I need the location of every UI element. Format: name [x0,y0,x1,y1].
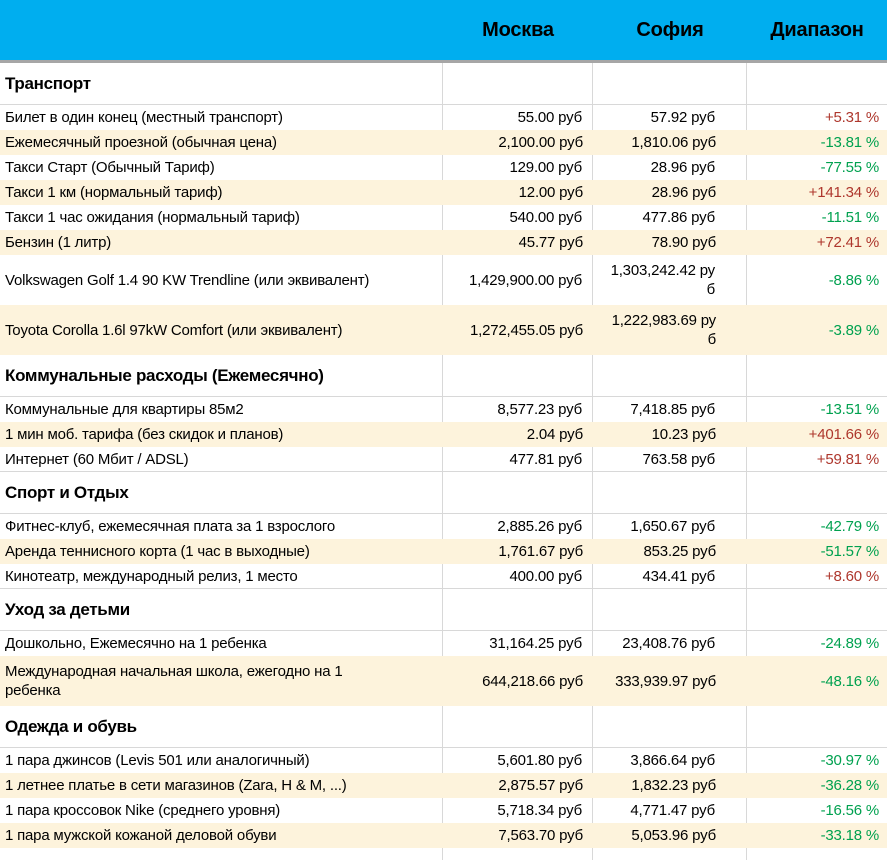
item-cell [0,773,443,798]
diff-percent: +141.34 % [808,184,879,201]
section-row [0,355,887,397]
sofia-value-cell [593,564,747,588]
sofia-value-cell [593,539,747,564]
sofia-empty-cell [593,706,747,747]
sofia-empty-cell [593,63,747,104]
item-cell [0,539,443,564]
item-cell [0,656,443,706]
moscow-value: 400.00 руб [509,567,582,585]
row-label: Билет в один конец (местный транспорт) [5,109,283,126]
moscow-value-cell [443,105,593,130]
range-value-cell [747,564,887,588]
section-title-cell [0,472,443,513]
moscow-value: 2,885.26 руб [497,518,582,535]
section-title-cell [0,355,443,396]
moscow-value-cell [443,514,593,539]
moscow-value-cell [443,773,593,798]
row-label: Ежемесячный проезной (обычная цена) [5,134,277,151]
range-value-cell [747,539,887,564]
table-row [0,748,887,773]
column-header-moscow: Москва [482,18,554,41]
section-title-cell [0,63,443,104]
section-row [0,472,887,514]
sofia-value: 28.96 руб [650,159,715,176]
range-value-cell [747,230,887,255]
sofia-value: 10.23 руб [651,426,716,443]
sofia-value: 763.58 руб [642,450,715,468]
moscow-value: 55.00 руб [517,109,582,126]
table-row [0,798,887,823]
moscow-value: 644,218.66 руб [482,672,583,690]
sofia-value-cell [593,748,747,773]
row-label: 1 пара мужской кожаной деловой обуви [5,827,277,844]
sofia-value: 434.41 руб [642,567,715,585]
sofia-value-cell [593,205,747,230]
row-label: Кинотеатр, международный релиз, 1 место [5,567,298,585]
diff-percent: +72.41 % [816,234,879,251]
table-row [0,564,887,589]
row-label: Фитнес-клуб, ежемесячная плата за 1 взрослого [5,518,336,535]
table-row [0,305,887,355]
row-label: Такси 1 км (нормальный тариф) [5,184,223,201]
table-body [0,63,887,860]
moscow-value-cell [443,798,593,823]
diff-percent: -30.97 % [820,752,879,769]
moscow-value-cell [443,748,593,773]
column-header-sofia: София [636,18,704,41]
sofia-value-cell [593,656,747,706]
moscow-value-cell [443,447,593,471]
diff-percent: -33.18 % [820,827,879,844]
range-value-cell [747,155,887,180]
item-cell [0,564,443,588]
moscow-value-cell [443,631,593,656]
item-cell [0,798,443,823]
diff-percent: -24.89 % [820,635,879,652]
moscow-value-cell [443,155,593,180]
item-cell [0,631,443,656]
item-cell [0,255,443,305]
moscow-empty-cell [443,355,593,396]
item-empty-cell [0,848,443,860]
row-label: Такси Старт (Обычный Тариф) [5,159,215,176]
column-header-range: Диапазон [770,18,864,41]
section-title: Уход за детьми [5,600,130,619]
table-row [0,656,887,706]
diff-percent: -3.89 % [828,321,879,339]
range-value-cell [747,305,887,355]
sofia-value-cell [593,514,747,539]
row-label: Toyota Corolla 1.6l 97kW Comfort (или эквивалент) [5,321,343,339]
section-title-cell [0,589,443,630]
moscow-value-cell [443,656,593,706]
range-empty-cell [747,355,887,396]
moscow-value-cell [443,564,593,588]
moscow-value-cell [443,255,593,305]
sofia-value-cell [593,422,747,447]
range-value-cell [747,180,887,205]
range-empty-cell [747,63,887,104]
moscow-value-cell [443,422,593,447]
range-value-cell [747,255,887,305]
sofia-empty-cell [593,848,747,860]
table-row [0,514,887,539]
section-title-cell [0,706,443,747]
sofia-value: 28.96 руб [651,184,716,201]
diff-percent: -48.16 % [820,672,879,690]
item-cell [0,422,443,447]
table-row [0,422,887,447]
item-cell [0,130,443,155]
sofia-value: 23,408.76 руб [622,635,715,652]
sofia-value: 5,053.96 руб [631,827,716,844]
table-row [0,230,887,255]
range-value-cell [747,422,887,447]
range-empty-cell [747,848,887,860]
sofia-value: 78.90 руб [651,234,716,251]
range-value-cell [747,656,887,706]
sofia-value-cell [593,105,747,130]
sofia-value: 853.25 руб [643,543,716,560]
table-row [0,823,887,848]
section-title: Одежда и обувь [5,717,137,736]
moscow-value-cell [443,539,593,564]
item-cell [0,823,443,848]
moscow-value: 2,875.57 руб [498,777,583,794]
diff-percent: +8.60 % [824,567,879,585]
moscow-value: 45.77 руб [518,234,583,251]
moscow-value: 477.81 руб [509,450,582,468]
sofia-value-cell [593,180,747,205]
sofia-value-cell [593,798,747,823]
range-empty-cell [747,589,887,630]
row-label: Дошкольно, Ежемесячно на 1 ребенка [5,635,267,652]
sofia-value-cell [593,305,747,355]
item-cell [0,514,443,539]
diff-percent: +401.66 % [808,426,879,443]
moscow-empty-cell [443,472,593,513]
sofia-value: 3,866.64 руб [630,752,715,769]
row-label: 1 пара кроссовок Nike (среднего уровня) [5,802,281,819]
item-cell [0,155,443,180]
moscow-value: 129.00 руб [509,159,582,176]
section-title: Транспорт [5,74,91,93]
diff-percent: -36.28 % [820,777,879,794]
diff-percent: -77.55 % [820,159,879,176]
table-row [0,155,887,180]
moscow-empty-cell [443,706,593,747]
sofia-value-cell [593,447,747,471]
section-row [0,706,887,748]
diff-percent: -16.56 % [820,802,879,819]
moscow-value: 2,100.00 руб [498,134,583,151]
moscow-value-cell [443,305,593,355]
range-value-cell [747,748,887,773]
range-value-cell [747,631,887,656]
sofia-value: 1,222,983.69 руб [611,312,716,348]
moscow-value: 5,601.80 руб [497,752,582,769]
moscow-value: 540.00 руб [509,209,582,226]
range-value-cell [747,798,887,823]
sofia-value-cell [593,255,747,305]
range-value-cell [747,447,887,471]
range-value-cell [747,205,887,230]
moscow-value: 2.04 руб [526,426,583,443]
sofia-value-cell [593,130,747,155]
row-label: Аренда теннисного корта (1 час в выходные) [5,543,310,560]
row-label: 1 пара джинсов (Levis 501 или аналогичный) [5,752,310,769]
moscow-value-cell [443,230,593,255]
range-value-cell [747,514,887,539]
table-row [0,130,887,155]
sofia-empty-cell [593,589,747,630]
table-row [0,180,887,205]
table-row [0,397,887,422]
table-row [0,105,887,130]
moscow-value: 5,718.34 руб [497,802,582,819]
moscow-value-cell [443,205,593,230]
sofia-value: 1,810.06 руб [631,134,716,151]
item-cell [0,205,443,230]
sofia-value: 1,832.23 руб [631,777,716,794]
sofia-value: 333,939.97 руб [615,672,716,690]
moscow-value: 1,429,900.00 руб [469,271,582,289]
moscow-value: 31,164.25 руб [489,635,582,652]
diff-percent: +59.81 % [816,450,879,468]
range-value-cell [747,397,887,422]
sofia-value: 477.86 руб [642,209,715,226]
diff-percent: -42.79 % [820,518,879,535]
sofia-value-cell [593,631,747,656]
item-cell [0,105,443,130]
table-header [0,0,887,63]
table-row [0,631,887,656]
range-value-cell [747,105,887,130]
section-row [0,63,887,105]
sofia-empty-cell [593,472,747,513]
sofia-value: 1,650.67 руб [630,518,715,535]
sofia-value-cell [593,230,747,255]
table-row [0,447,887,472]
diff-percent: +5.31 % [824,109,879,126]
table-row [0,773,887,798]
moscow-value: 12.00 руб [518,184,583,201]
row-label: Бензин (1 литр) [5,234,112,251]
sofia-empty-cell [593,355,747,396]
sofia-value-cell [593,823,747,848]
row-label: 1 летнее платье в сети магазинов (Zara, H & M, ...) [5,777,347,794]
item-cell [0,447,443,471]
item-cell [0,748,443,773]
moscow-value-cell [443,823,593,848]
range-empty-cell [747,706,887,747]
range-empty-cell [747,472,887,513]
moscow-value: 1,761.67 руб [498,543,583,560]
diff-percent: -8.86 % [828,271,879,289]
partial-empty-row [0,848,887,860]
row-label: Такси 1 час ожидания (нормальный тариф) [5,209,300,226]
row-label: Volkswagen Golf 1.4 90 KW Trendline (или эквивалент) [5,271,370,289]
table-row [0,255,887,305]
sofia-value: 1,303,242.42 руб [610,262,715,298]
item-cell [0,180,443,205]
sofia-value: 7,418.85 руб [630,401,715,418]
range-value-cell [747,773,887,798]
section-title: Спорт и Отдых [5,483,129,502]
row-label: Интернет (60 Мбит / ADSL) [5,450,189,468]
range-value-cell [747,823,887,848]
item-cell [0,305,443,355]
moscow-value-cell [443,397,593,422]
section-title: Коммунальные расходы (Ежемесячно) [5,366,324,385]
moscow-value-cell [443,180,593,205]
sofia-value: 57.92 руб [650,109,715,126]
diff-percent: -13.81 % [820,134,879,151]
moscow-empty-cell [443,848,593,860]
moscow-value: 7,563.70 руб [498,827,583,844]
item-cell [0,230,443,255]
sofia-value-cell [593,155,747,180]
section-row [0,589,887,631]
range-value-cell [747,130,887,155]
item-cell [0,397,443,422]
diff-percent: -13.51 % [820,401,879,418]
row-label: Коммунальные для квартиры 85м2 [5,401,244,418]
diff-percent: -11.51 % [821,209,879,226]
moscow-value: 1,272,455.05 руб [470,321,583,339]
sofia-value: 4,771.47 руб [630,802,715,819]
row-label: 1 мин моб. тарифа (без скидок и планов) [5,426,284,443]
moscow-empty-cell [443,63,593,104]
table-row [0,205,887,230]
moscow-value: 8,577.23 руб [497,401,582,418]
diff-percent: -51.57 % [820,543,879,560]
sofia-value-cell [593,773,747,798]
table-row [0,539,887,564]
moscow-empty-cell [443,589,593,630]
sofia-value-cell [593,397,747,422]
row-label: Международная начальная школа, ежегодно на 1 ребенка [5,663,343,699]
moscow-value-cell [443,130,593,155]
